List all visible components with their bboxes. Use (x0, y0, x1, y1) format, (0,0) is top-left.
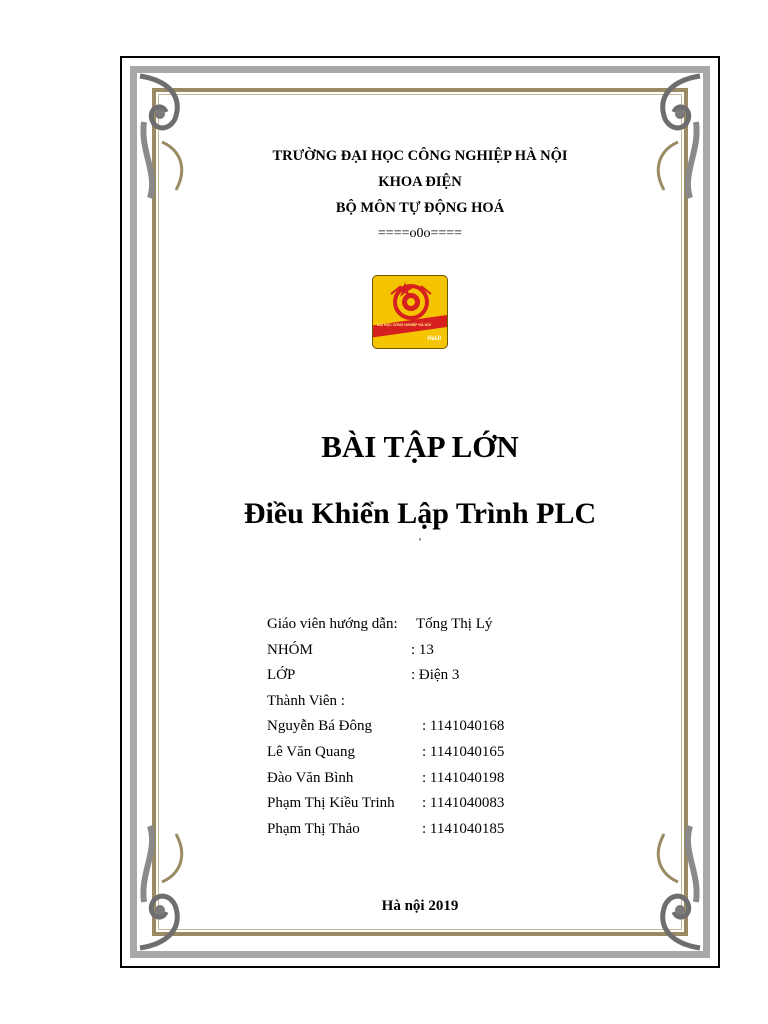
logo-small-text: ĐẠI HỌC CÔNG NGHIỆP HÀ NỘI (377, 323, 431, 327)
member-id: : 1141040185 (422, 820, 505, 837)
members-label: Thành Viên : (267, 692, 345, 709)
teacher-label: Giáo viên hướng dẫn: (267, 616, 398, 632)
class-value: : Điện 3 (411, 667, 460, 684)
group-label: NHÓM (267, 641, 313, 658)
gear-emblem-icon (373, 276, 448, 322)
member-id: : 1141040168 (422, 718, 505, 735)
class-label: LỚP (267, 667, 296, 684)
document-title: BÀI TẬP LỚN (321, 429, 519, 464)
member-name: Lê Văn Quang (267, 743, 356, 760)
group-value: : 13 (411, 641, 434, 658)
header-block (120, 143, 720, 247)
member-name: Phạm Thị Thảo (267, 820, 360, 837)
member-name: Đào Văn Bình (267, 769, 354, 786)
member-id: : 1141040198 (422, 769, 505, 786)
member-name: Phạm Thị Kiều Trinh (267, 795, 395, 812)
document-subtitle: Điều Khiển Lập Trình PLC (243, 497, 597, 530)
university-logo (372, 275, 448, 349)
place-date: Hà nội 2019 (381, 898, 459, 914)
university-name: TRƯỜNG ĐẠI HỌC CÔNG NGHIỆP HÀ NỘI (272, 148, 568, 164)
logo-abbrev: HaUI (427, 336, 441, 342)
teacher-value: Tống Thị Lý (416, 616, 493, 632)
faculty-name: KHOA ĐIỆN (378, 174, 462, 190)
header-separator: ====o0o==== (377, 226, 463, 241)
department-name: BỘ MÔN TỰ ĐỘNG HOÁ (335, 200, 505, 216)
member-name: Nguyễn Bá Đông (267, 718, 372, 735)
member-id: : 1141040165 (422, 743, 505, 760)
stray-mark: ‘ (418, 537, 422, 548)
corner-ornament-icon (644, 822, 704, 952)
member-id: : 1141040083 (422, 795, 505, 812)
corner-ornament-icon (136, 822, 196, 952)
